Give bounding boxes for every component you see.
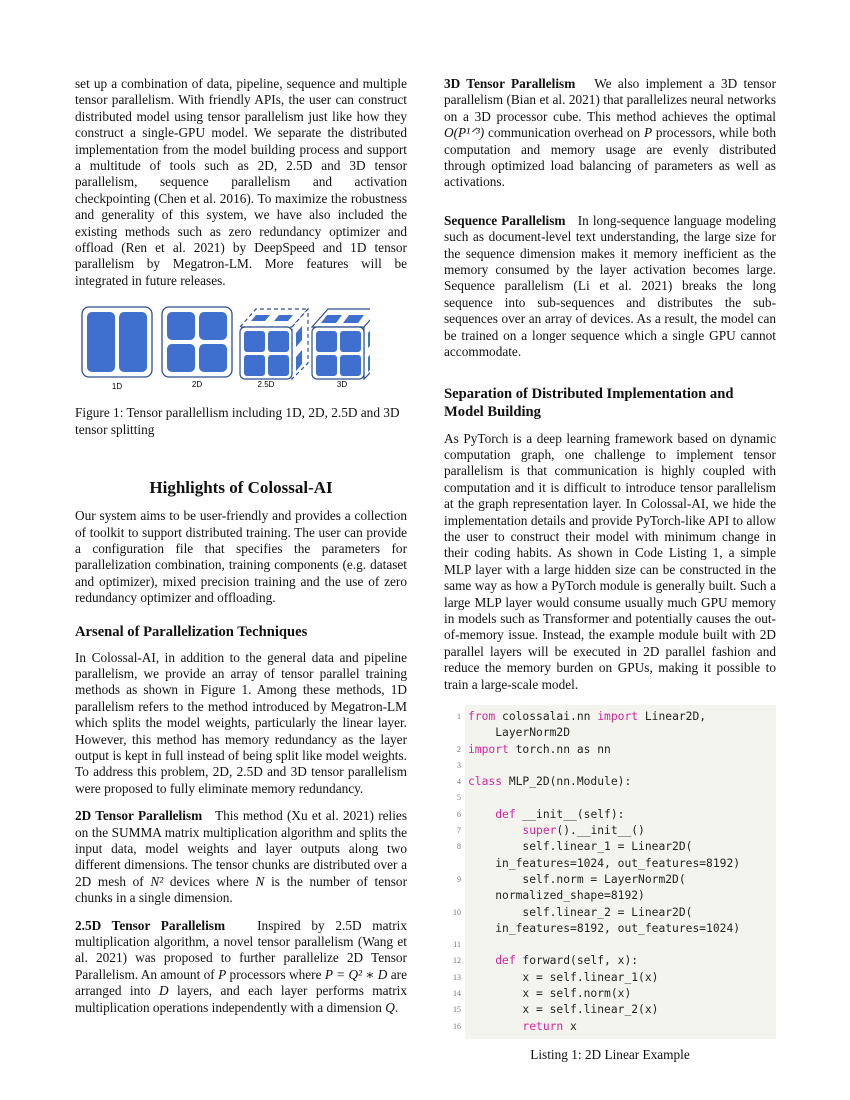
intro-paragraph: set up a combination of data, pipeline, sequence and multiple tensor parallelism. With friendly APIs, the user can construct distributed model using tensor parallelism just like how they construct a single-GPU model. We separate the distributed implementation from the model building process and support a multitude of tools such as 2D, 2.5D and 3D tensor parallelism, sequence parallelism and activation checkpointing (Chen et al. 2016). To maximize the robustness and generality of this system, we have also included the existing methods such as zero redundancy optimizer and offload (Ren et al. 2021) by DeepSpeed and 1D tensor parallelism by Megatron-LM. More features will be integrated in future releases. [75,76,407,288]
code-line [453,970,776,986]
label-2d: 2D [191,380,203,390]
code-text: def __init__(self): [468,807,625,821]
line-number: 15 [453,1005,461,1015]
1d-block-right [119,312,147,372]
code-line [453,905,776,938]
right-column [444,76,776,1063]
code-text: super().__init__() [468,824,645,838]
code-text [465,937,477,953]
code-text [465,758,477,774]
code-line [457,742,776,758]
line-number: 10 [453,907,461,917]
code-text: from colossalai.nn import Linear2D, LayerNorm2D [468,710,707,740]
2d-block [167,312,195,340]
line-number: 3 [457,760,461,770]
1d-block-left [87,312,115,372]
label-3d: 3D [336,380,348,390]
tp2d-paragraph: 2D Tensor Parallelism This method (Xu et al. 2021) relies on the SUMMA matrix multiplication algorithm and splits the input data, model weights and layer outputs along two different dimensions. The tensor chunks are distributed over a 2D mesh of N² devices where N is the number of tensor chunks in a single dimension. [75,808,408,906]
code-text: x = self.linear_1(x) [468,970,659,984]
line-number: 5 [457,793,461,803]
line-number: 1 [457,712,461,721]
code-text: import torch.nn as nn [468,742,611,756]
separation-title: Separation of Distributed Implementation and Model Building [444,385,734,420]
tp3d-paragraph: 3D Tensor Parallelism We also implement a 3D tensor parallelism (Bian et al. 2021) that parallelizes neural networks on a 3D processor cube. This method achieves the optimal O(P¹ᐟ³) communication overhead on P processors, while both computation and memory usage are evenly distributed through optimized load balancing of parameters as well as activations. [444,76,776,190]
subsection-title: Arsenal of Parallelization Techniques [75,623,308,640]
code-line [457,709,776,742]
seq-paragraph: Sequence Parallelism In long-sequence language modeling such as document-level text understanding, the large size for the sequence dimension makes it memory inefficient as the memory consumed by the layer activation becomes large. Sequence parallelism (Li et al. 2021) breaks the long sequence into sub-sequences and distributes the sub-sequences over an array of devices. As a result, the model can be trained on a longer sequence which a single GPU cannot accommodate. [444,212,776,360]
label-2-5d: 2.5D [257,380,275,390]
seq-heading: Sequence Parallelism [444,212,566,228]
line-number: 9 [457,874,461,884]
3d-cube [312,309,370,379]
code-line [457,807,776,823]
code-line [457,790,776,806]
listing-caption: Listing 1: 2D Linear Example [530,1046,690,1062]
code-line [457,872,776,905]
2d-block [199,312,227,340]
code-text: x = self.linear_2(x) [468,1003,659,1017]
section-paragraph: Our system aims to be user-friendly and provides a collection of toolkit to support distributed training. The user can provide a configuration file that specifies the parameters for parallelization combination, training components (e.g. dataset and optimizer), mixed precision training and the use of zero redundancy optimizer and offloading. [75,508,407,606]
code-line [453,986,776,1002]
code-line [453,953,776,969]
tensor-parallelism-diagram [80,305,370,391]
line-number: 13 [453,972,461,982]
figure-1 [75,305,407,438]
line-number: 2 [457,744,461,754]
line-number: 11 [453,940,461,950]
subsection-paragraph: In Colossal-AI, in addition to the general data and pipeline parallelism, we provide an array of tensor parallel training methods as shown in Figure 1. Among these methods, 1D parallelism refers to the method introduced by Megatron-LM which splits the model weights, particularly the linear layer. However, this method has memory redundancy as the layer output is kept in full instead of being split like model weights. To address this problem, 2D, 2.5D and 3D tensor parallelism were proposed to fully eliminate memory redundancy. [75,649,407,796]
code-listing [453,705,776,1039]
code-line [453,1002,776,1018]
code-line [457,774,776,790]
line-number: 12 [453,956,461,966]
2d-block [199,344,227,372]
code-text: def forward(self, x): [468,954,639,968]
line-number: 14 [453,989,461,999]
code-text: x = self.norm(x) [468,987,632,1001]
code-text: return x [468,1019,577,1033]
code-line [457,839,776,872]
tp25d-paragraph: 2.5D Tensor Parallelism Inspired by 2.5D matrix multiplication algorithm, a novel tensor parallelism (Wang et al. 2021) was proposed to further parallelize 2D Tensor Parallelism. An amount of P processors where P = Q² ∗ D are arranged into D layers, and each layer performs matrix multiplication operations independently with a dimension Q. [75,917,407,1015]
code-text: self.norm = LayerNorm2D( normalized_shape=8192) [495,872,686,903]
line-number: 8 [457,842,461,852]
code-text: class MLP_2D(nn.Module): [468,775,632,789]
code-text [465,790,477,806]
line-number: 6 [457,809,461,819]
line-number: 4 [457,777,461,787]
tp2d-heading: 2D Tensor Parallelism [75,808,203,824]
2d-block [167,344,195,372]
section-title: Highlights of Colossal-AI [149,478,333,498]
2-5d-cube [240,309,308,379]
code-text: self.linear_1 = Linear2D( in_features=1024, out_features=8192) [495,840,741,870]
code-text: self.linear_2 = Linear2D( in_features=8192, out_features=1024) [495,905,741,935]
figure-caption: Figure 1: Tensor parallellism including 1D, 2D, 2.5D and 3D tensor splitting [75,405,400,437]
separation-paragraph: As PyTorch is a deep learning framework based on dynamic computation graph, one challenge to implement tensor parallelism is that communication is highly coupled with computation and it is difficult to introduce tensor parallelism at the graph representation layer. In Colossal-AI, we hide the implementation details and provide PyTorch-like API to allow the user to construct their model with minimum change in their coding habits. As shown in Code Listing 1, a simple MLP layer with a large hidden size can be constructed in the same way as how a PyTorch module is generally built. Such a large MLP layer would consume usually much GPU memory in models such as Transformer and potentially causes the out-of-memory issue. Instead, the example module built with 2D parallel layers will be executed in 2D parallel fashion and reduce the memory burden on GPUs, making it possible to train a large-scale model. [444,430,776,692]
code-line [453,937,776,953]
code-line [457,758,776,774]
label-1d: 1D [111,382,123,392]
left-column [75,76,407,1016]
tp25d-heading: 2.5D Tensor Parallelism [75,917,226,933]
code-line [457,823,776,839]
code-line [453,1019,776,1035]
line-number: 7 [457,826,461,836]
tp3d-heading: 3D Tensor Parallelism [444,76,576,91]
line-number: 16 [453,1021,461,1031]
